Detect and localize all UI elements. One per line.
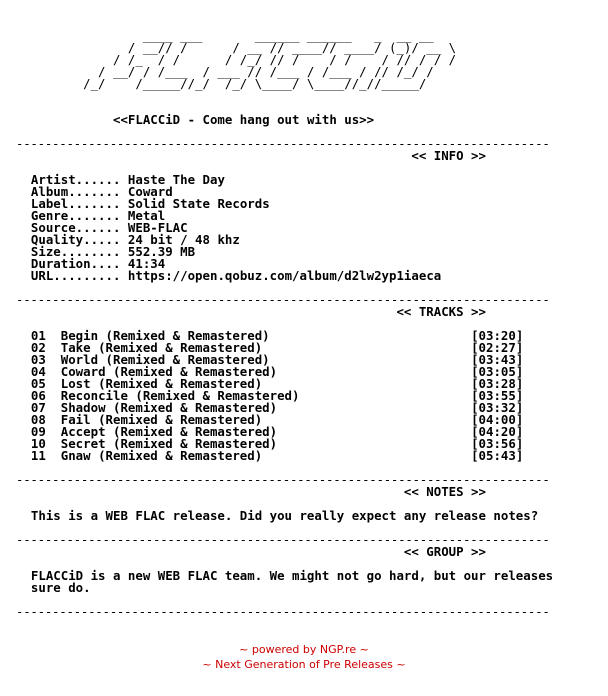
track-row: 11 Gnaw (Remixed & Remastered) [05:43] [30, 448, 524, 463]
track-row: 05 Lost (Remixed & Remastered) [03:28] [30, 376, 524, 391]
track-row: 01 Begin (Remixed & Remastered) [03:20] [30, 328, 524, 343]
group-header: << GROUP >> [403, 544, 486, 559]
track-row: 08 Fail (Remixed & Remastered) [04:00] [30, 412, 524, 427]
footer [0, 642, 608, 672]
footer-tagline: ~ Next Generation of Pre Releases ~ [202, 658, 406, 671]
track-row: 09 Accept (Remixed & Remastered) [04:20] [30, 424, 524, 439]
footer-powered-by: ~ powered by NGP.re ~ [239, 643, 369, 656]
group-text-line: sure do. [30, 580, 91, 595]
track-row: 10 Secret (Remixed & Remastered) [03:56] [30, 436, 524, 451]
info-header: << INFO >> [411, 148, 486, 163]
track-row: 03 World (Remixed & Remastered) [03:43] [30, 352, 524, 367]
info-row: Artist...... Haste The Day [30, 172, 225, 187]
track-row: 02 Take (Remixed & Remastered) [02:27] [30, 340, 524, 355]
track-row: 07 Shadow (Remixed & Remastered) [03:32] [30, 400, 524, 415]
ascii-logo-line: / /_ / / / /_/ // / / / / // / / / [16, 52, 457, 67]
group-text-line: FLACCiD is a new WEB FLAC team. We might not go hard, but our releases [30, 568, 554, 583]
info-row: Size........ 552.39 MB [30, 244, 196, 259]
tagline: <<FLACCiD - Come hang out with us>> [112, 112, 375, 127]
info-row-url: URL......... https://open.qobuz.com/album/d2lw2yp1iaeca [30, 268, 442, 283]
info-row: Label....... Solid State Records [30, 196, 270, 211]
track-row: 06 Reconcile (Remixed & Remastered) [03:55] [30, 388, 524, 403]
notes-header: << NOTES >> [403, 484, 486, 499]
ascii-logo-line: ____ ___ ______ ______ _ __ __ [16, 28, 434, 43]
tracks-header: << TRACKS >> [396, 304, 486, 319]
info-row: Genre....... Metal [30, 208, 166, 223]
track-row: 04 Coward (Remixed & Remastered) [03:05] [30, 364, 524, 379]
ascii-logo-line: / __// / / __ // ____// ____/ (_)/ __ \ [16, 40, 457, 55]
notes-text: This is a WEB FLAC release. Did you really expect any release notes? [30, 508, 539, 523]
info-row: Duration.... 41:34 [30, 256, 166, 271]
info-row: Source...... WEB-FLAC [30, 220, 188, 235]
ascii-logo-line: / __/ / /___ / ___ // /___ / /___ / // /_/ / [16, 64, 434, 79]
info-row: Quality..... 24 bit / 48 khz [30, 232, 240, 247]
section-divider: -------------------------------------------------------------------------- [16, 472, 550, 487]
info-row: Album....... Coward [30, 184, 173, 199]
ascii-logo-line: /_/ /_____//_/ /_/ \____/ \____//_//_____/ [16, 76, 427, 91]
section-divider: -------------------------------------------------------------------------- [16, 532, 550, 547]
nfo-document [16, 30, 553, 618]
section-divider: -------------------------------------------------------------------------- [16, 292, 550, 307]
section-divider: -------------------------------------------------------------------------- [16, 604, 550, 619]
section-divider: -------------------------------------------------------------------------- [16, 136, 550, 151]
